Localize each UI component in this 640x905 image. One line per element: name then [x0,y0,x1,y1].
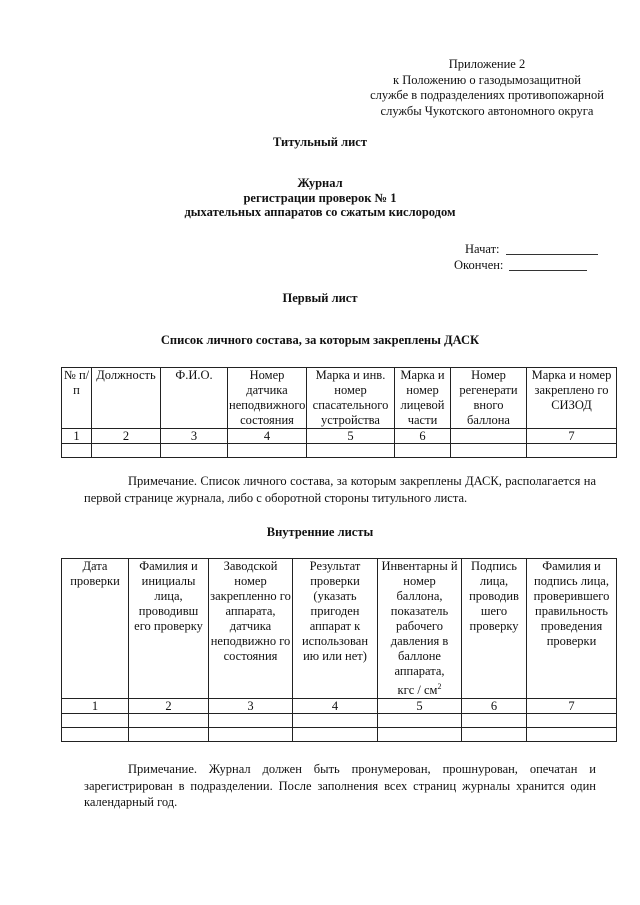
staff-table [61,367,617,458]
table1-header: Ф.И.О. [161,368,228,429]
inspection-table [61,558,617,742]
table1-header: Номер регенерати вного баллона [451,368,527,429]
table2-header: Результат проверки (указать пригоден аппарат к использован ию или нет) [293,559,378,699]
note-2-text: Примечание. Журнал должен быть пронумерован, прошнурован, опечатан и зарегистрирован в подразделении. После заполнения всех страниц журналы хранится один календарный год. [84,762,596,809]
table2-number: 6 [462,699,527,714]
table2-number: 7 [527,699,617,714]
table2-number: 5 [378,699,462,714]
appendix-line-3: службе в подразделениях противопожарной [370,88,604,102]
dates-block [454,241,598,273]
note-2 [84,761,596,811]
table2-number: 3 [209,699,293,714]
table1-number: 3 [161,429,228,444]
table1-empty-row [62,444,617,458]
note-1-text: Примечание. Список личного состава, за которым закреплены ДАСК, располагается на первой странице журнала, либо с оборотной стороны титульного листа. [84,474,596,505]
journal-title-line-1: Журнал [297,176,343,190]
appendix-line-4: службы Чукотского автономного округа [380,103,594,118]
pressure-unit: кгс / $см^2$ [397,682,442,698]
appendix-line-1: Приложение 2 [448,57,526,71]
table1-header: Номер датчика неподвижного состояния [229,368,306,427]
table1-header: Должность [92,368,161,429]
table1-header: № п/п [62,368,92,429]
title-page-heading: Титульный лист [273,135,367,149]
note-1 [84,473,596,506]
started-field [506,242,598,255]
table1-number: 1 [62,429,92,444]
table1-number [451,429,527,444]
table1-number: 4 [228,429,307,444]
table1-header: Марка и номер лицевой части [395,368,451,429]
journal-title-line-2: регистрации проверок № 1 [243,190,397,205]
finished-field [509,258,587,271]
staff-list-heading: Список личного состава, за которым закреплены ДАСК [160,333,480,347]
table1-number: 5 [307,429,395,444]
table2-number: 2 [129,699,209,714]
table1-number: 2 [92,429,161,444]
table2-header: Подпись лица, проводив шего проверку [462,559,527,699]
started-label: Начат: [465,242,500,256]
table2-number: 1 [62,699,129,714]
table2-header: Фамилия и подпись лица, проверившего правильность проведения проверки [527,559,617,699]
finished-label: Окончен: [454,258,504,272]
appendix-block [356,57,618,119]
inner-sheets-heading: Внутренние листы [266,525,374,539]
first-sheet-heading: Первый лист [282,291,358,305]
table1-header: Марка и инв. номер спасательного устройства [307,368,395,429]
journal-title [0,176,640,220]
table2-header: Дата проверки [62,559,129,699]
table1-number: 7 [527,429,617,444]
table2-empty-row [62,714,617,728]
appendix-line-2: к Положению о газодымозащитной [393,72,581,87]
journal-title-line-3: дыхательных аппаратов со сжатым кислородом [184,205,456,219]
table2-empty-row [62,728,617,742]
table1-header: Марка и номер закреплено го СИЗОД [527,368,617,429]
table2-header: Фамилия и инициалы лица, проводивш его проверку [129,559,209,699]
table1-number: 6 [395,429,451,444]
table2-header-pressure [378,559,462,699]
table2-header: Инвентарны й номер баллона, показатель рабочего давления в баллоне аппарата, [381,559,458,678]
table2-header: Заводской номер закрепленно го аппарата, датчика неподвижно го состояния [209,559,293,699]
table2-number: 4 [293,699,378,714]
